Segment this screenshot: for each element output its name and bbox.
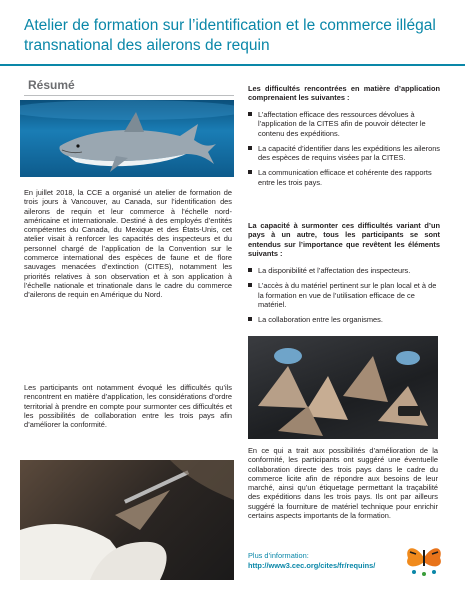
- left-column: [0, 78, 234, 96]
- list-item: [248, 266, 440, 275]
- bullet-icon: [248, 283, 252, 287]
- capacity-list: [248, 266, 440, 330]
- more-info-link[interactable]: http://www3.cec.org/cites/fr/requins/: [248, 561, 376, 570]
- capacity-heading: La capacité à surmonter ces difficultés variant d’un pays à un autre, tous les participants se sont entendus sur l’importance que revêtent les éléments suivants :: [248, 221, 440, 258]
- resume-divider: [24, 95, 234, 96]
- bullet-icon: [248, 170, 252, 174]
- shark-illustration: [20, 100, 234, 177]
- list-item-text: La disponibilité et l’affectation des inspecteurs.: [258, 266, 411, 275]
- shark-fins-photo: [248, 336, 438, 439]
- shark-fins-illustration: [248, 336, 438, 439]
- list-item: [248, 315, 440, 324]
- list-item-text: L’accès à du matériel pertinent sur le plan local et à de la formation en vue de l’utilisation efficace de ce matériel.: [258, 281, 437, 309]
- difficulties-list: [248, 110, 440, 193]
- page-title: Atelier de formation sur l’identification et le commerce illégal transnational des ailerons de requin: [24, 17, 436, 54]
- intro-paragraph: En juillet 2018, la CCE a organisé un atelier de formation de trois jours à Vancouver, au Canada, sur l’identification des ailerons de requin et leur commerce à l’échelle nord-américaine et internationale. Destiné à des employés d’entités compétentes du Canada, du Mexique et des États-Unis, cet atelier visait à renforcer les capacités des inspecteurs et du personnel chargé de l’application de la Convention sur le commerce international des espèces de faune et de flore sauvages menacées d’extinction (CITES), notamment les priorités relatives à son observation et à son application à l’échelle nationale et trinationale dans le cadre du commerce d’ailerons de requin en Amérique du Nord.: [24, 188, 232, 300]
- participants-paragraph: Les participants ont notamment évoqué les difficultés qu’ils rencontrent en matière d’application, les considérations d’ordre territorial à prendre en compte pour surmonter ces difficultés et les possibilités de collaboration entre les trois pays afin d’améliorer la conformité.: [24, 383, 232, 430]
- list-item-text: La communication efficace et cohérente des rapports entre les trois pays.: [258, 168, 432, 187]
- bullet-icon: [248, 112, 252, 116]
- conformity-paragraph: En ce qui a trait aux possibilités d’amélioration de la conformité, les participants ont suggéré une éventuelle collaboration directe des trois pays dans le cadre du commerce licite afin de répondre aux besoins de leur marché, ainsi qu’un étiquetage permettant la traçabilité des expéditions dans les trois pays. Ils ont par ailleurs suggéré la fourniture de matériel technique pour enrichir certains aspects importants de la formation.: [248, 446, 438, 521]
- list-item: [248, 110, 440, 138]
- list-item: [248, 144, 440, 163]
- bullet-icon: [248, 146, 252, 150]
- bullet-icon: [248, 268, 252, 272]
- more-info-label: Plus d’information:: [248, 551, 309, 560]
- list-item: [248, 168, 440, 187]
- butterfly-logo-icon: [402, 540, 446, 580]
- fin-inspection-photo: [20, 460, 234, 580]
- list-item-text: La collaboration entre les organismes.: [258, 315, 383, 325]
- list-item-text: L’affectation efficace des ressources dévolues à l’application de la CITES afin de pouvoir détecter le contenu des expéditions.: [258, 110, 426, 138]
- title-divider: [0, 64, 465, 66]
- shark-photo: [20, 100, 234, 177]
- resume-heading: Résumé: [28, 78, 75, 92]
- fin-inspection-illustration: [20, 460, 234, 580]
- list-item: [248, 281, 440, 309]
- bullet-icon: [248, 317, 252, 321]
- list-item-text: La capacité d’identifier dans les expéditions les ailerons des espèces de requins visées par la CITES.: [258, 143, 441, 163]
- difficulties-heading: Les difficultés rencontrées en matière d’application comprenaient les suivantes :: [248, 84, 440, 103]
